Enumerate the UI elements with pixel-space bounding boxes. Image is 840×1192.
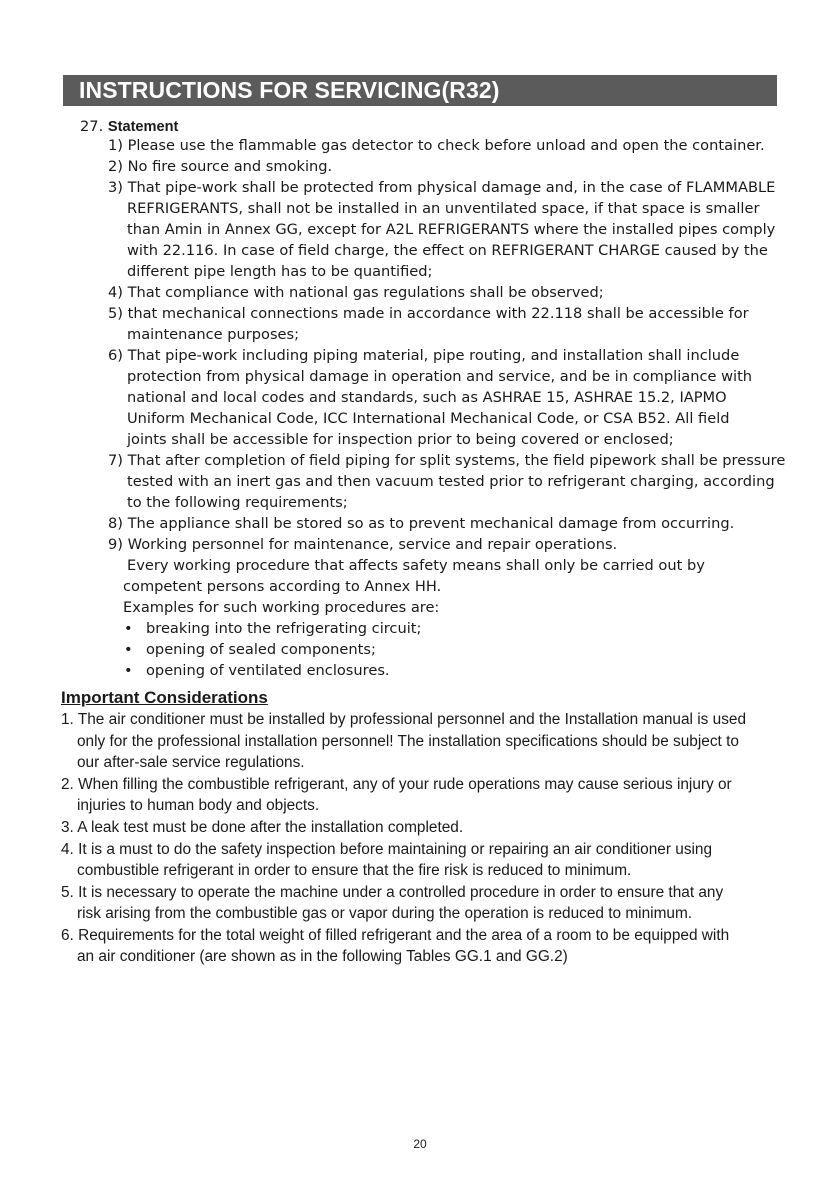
section-header-bar <box>63 75 777 106</box>
bullet-text: opening of ventilated enclosures. <box>146 662 390 679</box>
statement-line: protection from physical damage in operation and service, and be in compliance with <box>127 368 753 385</box>
bullet-item <box>124 660 390 681</box>
section-title: INSTRUCTIONS FOR SERVICING(R32) <box>79 77 500 103</box>
statement-line: 8) The appliance shall be stored so as to prevent mechanical damage from occurring. <box>108 515 735 532</box>
bullet-icon: • <box>124 641 133 658</box>
statement-line: 1) Please use the flammable gas detector to check before unload and open the container. <box>108 137 765 154</box>
statement-line: 5) that mechanical connections made in accordance with 22.118 shall be accessible for <box>108 305 749 322</box>
statement-line: than Amin in Annex GG, except for A2L REFRIGERANTS where the installed pipes comply <box>127 221 776 238</box>
statement-line: Examples for such working procedures are: <box>123 599 440 616</box>
statement-line: different pipe length has to be quantified; <box>127 263 433 280</box>
statement-line: with 22.116. In case of field charge, the effect on REFRIGERANT CHARGE caused by the <box>127 242 768 259</box>
consideration-line: 4. It is a must to do the safety inspection before maintaining or repairing an air conditioner using <box>61 841 713 858</box>
statement-line: to the following requirements; <box>127 494 348 511</box>
statement-line: competent persons according to Annex HH. <box>123 578 442 595</box>
statement-line: maintenance purposes; <box>127 326 300 343</box>
consideration-line: 1. The air conditioner must be installed by professional personnel and the Installation manual is used <box>61 711 747 728</box>
consideration-line: 6. Requirements for the total weight of filled refrigerant and the area of a room to be equipped with <box>61 927 730 944</box>
bullet-text: breaking into the refrigerating circuit; <box>146 620 422 637</box>
statement-line: 4) That compliance with national gas regulations shall be observed; <box>108 284 604 301</box>
consideration-line: 2. When filling the combustible refrigerant, any of your rude operations may cause serious injury or <box>61 776 732 793</box>
important-considerations-heading: Important Considerations <box>61 688 268 707</box>
statement-line: 7) That after completion of field piping for split systems, the field pipework shall be pressure <box>108 452 786 469</box>
bullet-icon: • <box>124 662 133 679</box>
consideration-line: combustible refrigerant in order to ensure that the fire risk is reduced to minimum. <box>77 862 632 879</box>
statement-line: 9) Working personnel for maintenance, service and repair operations. <box>108 536 618 553</box>
statement-line: 3) That pipe-work shall be protected from physical damage and, in the case of FLAMMABLE <box>108 179 776 196</box>
statement-line: tested with an inert gas and then vacuum tested prior to refrigerant charging, according <box>127 473 775 490</box>
page-number: 20 <box>413 1137 427 1151</box>
bullet-icon: • <box>124 620 133 637</box>
consideration-line: risk arising from the combustible gas or vapor during the operation is reduced to minimum. <box>77 905 693 922</box>
consideration-line: 5. It is necessary to operate the machine under a controlled procedure in order to ensure that any <box>61 884 724 901</box>
statement-label: Statement <box>107 119 179 135</box>
consideration-line: our after-sale service regulations. <box>77 754 305 771</box>
statement-line: Every working procedure that affects safety means shall only be carried out by <box>127 557 705 574</box>
statement-line: REFRIGERANTS, shall not be installed in an unventilated space, if that space is smaller <box>127 200 760 217</box>
consideration-line: injuries to human body and objects. <box>77 797 320 814</box>
bullet-item <box>124 639 376 660</box>
statement-line: Uniform Mechanical Code, ICC International Mechanical Code, or CSA B52. All field <box>127 410 730 427</box>
consideration-line: only for the professional installation personnel! The installation specifications should be subject to <box>77 733 739 750</box>
consideration-line: 3. A leak test must be done after the installation completed. <box>61 819 464 836</box>
statement-line: 6) That pipe-work including piping material, pipe routing, and installation shall include <box>108 347 740 364</box>
statement-line: joints shall be accessible for inspection prior to being covered or enclosed; <box>127 431 674 448</box>
statement-line: 2) No fire source and smoking. <box>108 158 333 175</box>
statement-number: 27. <box>80 118 104 135</box>
consideration-line: an air conditioner (are shown as in the following Tables GG.1 and GG.2) <box>77 948 568 965</box>
bullet-item <box>124 618 421 639</box>
bullet-text: opening of sealed components; <box>146 641 376 658</box>
statement-line: national and local codes and standards, such as ASHRAE 15, ASHRAE 15.2, IAPMO <box>127 389 727 406</box>
